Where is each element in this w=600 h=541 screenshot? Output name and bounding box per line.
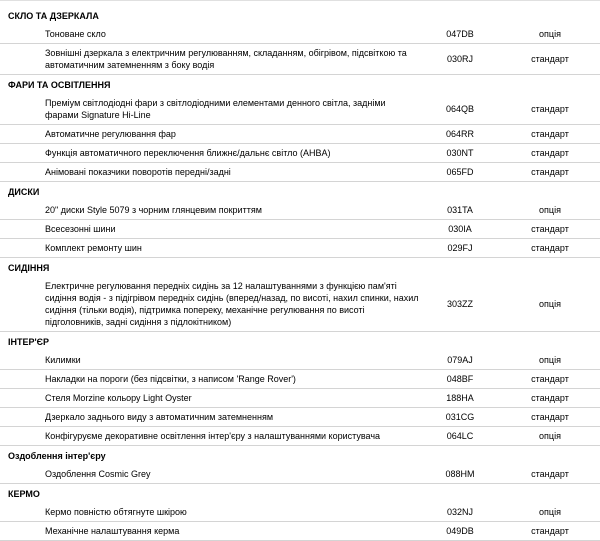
option-status: стандарт	[531, 148, 569, 158]
section-rows	[0, 465, 600, 484]
option-code: 049DB	[446, 526, 474, 536]
section-title: ІНТЕР'ЄР	[8, 337, 50, 347]
table-row	[0, 351, 600, 369]
section-rows	[0, 94, 600, 182]
section-rows	[0, 201, 600, 258]
option-code: 031CG	[445, 412, 475, 422]
section-title: СИДІННЯ	[8, 263, 50, 273]
table-row	[0, 124, 600, 143]
option-code: 064RR	[445, 129, 474, 139]
option-status: стандарт	[531, 104, 569, 114]
option-code: 048BF	[446, 374, 474, 384]
option-description: Автоматичне регулювання фар	[45, 129, 176, 139]
option-description: Стеля Morzine кольору Light Oyster	[45, 393, 192, 403]
option-description: Кермо повністю обтягнуте шкірою	[45, 507, 187, 517]
option-code: 032NJ	[446, 507, 473, 517]
option-description: Зовнішні дзеркала з електричним регулюванням, складанням, обігрівом, підсвіткою та автоматичним затемненням з боку водія	[45, 48, 407, 70]
section-rows	[0, 351, 600, 446]
option-description: Дзеркало заднього виду з автоматичним затемненням	[45, 412, 274, 422]
option-status: стандарт	[531, 243, 569, 253]
option-status: стандарт	[531, 412, 569, 422]
table-row	[0, 43, 600, 74]
option-code: 088HM	[445, 469, 475, 479]
option-description: Функція автоматичного переключення ближнє/дальнє світло (AHBA)	[45, 148, 331, 158]
table-row	[0, 143, 600, 162]
option-status: стандарт	[531, 393, 569, 403]
option-status: стандарт	[531, 526, 569, 536]
table-row	[0, 277, 600, 331]
section-title: ФАРИ ТА ОСВІТЛЕННЯ	[8, 80, 111, 90]
table-row	[0, 219, 600, 238]
section-rows	[0, 25, 600, 75]
option-code: 065FD	[446, 167, 474, 177]
option-description: Всесезонні шини	[45, 224, 116, 234]
option-status: стандарт	[531, 374, 569, 384]
option-code: 029FJ	[447, 243, 473, 253]
option-description: Килимки	[45, 355, 81, 365]
option-status: стандарт	[531, 469, 569, 479]
option-code: 064LC	[446, 431, 474, 441]
option-code: 030IA	[448, 224, 472, 234]
option-status: опція	[539, 29, 561, 39]
section-title: ДИСКИ	[8, 187, 40, 197]
option-description: Комплект ремонту шин	[45, 243, 142, 253]
option-description: Тоноване скло	[45, 29, 106, 39]
option-status: опція	[539, 431, 561, 441]
option-description: Електричне регулювання передніх сидінь за 12 налаштуваннями з функцією пам'яті сидіння водія - з підігрівом передніх сидінь (вперед/назад, по висоті, нахил спинки, нахил сидіння (тільки водія), підтримка попереку, механічне регулювання по висоті підголовників, задні сидіння з підлокітником)	[45, 281, 419, 327]
table-row	[0, 388, 600, 407]
option-code: 047DB	[446, 29, 474, 39]
section-title: СКЛО ТА ДЗЕРКАЛА	[8, 11, 99, 21]
option-description: Анімовані показчики поворотів передні/задні	[45, 167, 231, 177]
option-status: стандарт	[531, 129, 569, 139]
option-code: 030NT	[446, 148, 474, 158]
option-status: стандарт	[531, 224, 569, 234]
table-row	[0, 25, 600, 43]
option-status: опція	[539, 355, 561, 365]
table-row	[0, 521, 600, 540]
option-status: опція	[539, 507, 561, 517]
table-row	[0, 465, 600, 483]
option-code: 031TA	[447, 205, 473, 215]
option-code: 188HA	[446, 393, 474, 403]
section-rows	[0, 277, 600, 332]
option-code: 079AJ	[447, 355, 473, 365]
table-row	[0, 238, 600, 257]
section-rows	[0, 503, 600, 541]
option-description: 20" диски Style 5079 з чорним глянцевим покриттям	[45, 205, 262, 215]
section-title: Оздоблення інтер'єру	[8, 451, 106, 461]
table-row	[0, 426, 600, 445]
table-row	[0, 503, 600, 521]
option-description: Накладки на пороги (без підсвітки, з написом 'Range Rover')	[45, 374, 296, 384]
table-row	[0, 162, 600, 181]
table-row	[0, 407, 600, 426]
option-status: стандарт	[531, 54, 569, 64]
option-description: Преміум світлодіодні фари з світлодіодними елементами денного світла, задніми фарами Signature Hi-Line	[45, 98, 386, 120]
option-code: 030RJ	[446, 54, 473, 64]
option-status: стандарт	[531, 167, 569, 177]
table-row	[0, 369, 600, 388]
option-status: опція	[539, 205, 561, 215]
option-description: Конфігуруєме декоративне освітлення інтер'єру з налаштуваннями користувача	[45, 431, 381, 441]
table-row	[0, 94, 600, 124]
option-status: опція	[539, 299, 561, 309]
section-title: КЕРМО	[8, 489, 40, 499]
option-code: 064QB	[445, 104, 475, 114]
option-code: 303ZZ	[446, 299, 473, 309]
option-description: Механічне налаштування керма	[45, 526, 180, 536]
option-description: Оздоблення Cosmic Grey	[45, 469, 151, 479]
table-row	[0, 201, 600, 219]
